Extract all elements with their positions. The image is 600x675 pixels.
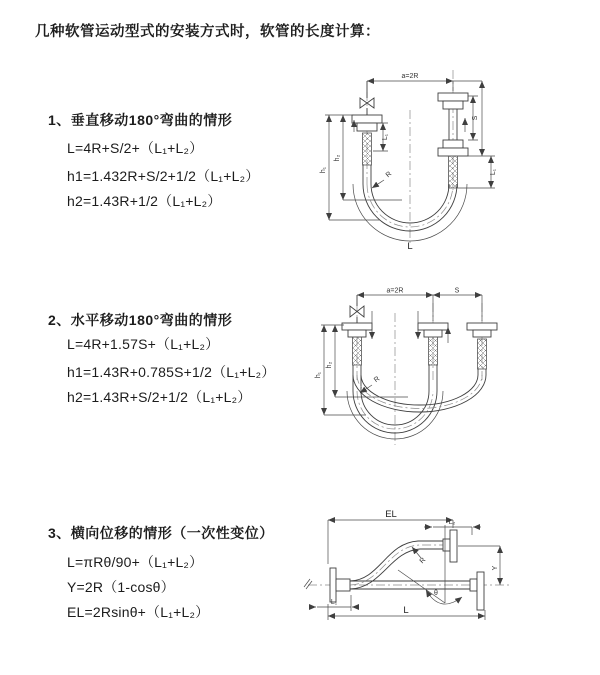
section-1-formula-L: L=4R+S/2+（L₁+L₂）	[67, 140, 204, 156]
section-2-formula-h2: h2=1.43R+S/2+1/2（L₁+L₂）	[67, 389, 252, 405]
right-flange-top	[438, 93, 468, 101]
dim-label-r: R	[418, 556, 428, 566]
right-flange-original	[477, 572, 484, 610]
section-2-formula-L: L=4R+1.57S+（L₁+L₂）	[67, 336, 220, 352]
section-3-formula-Y: Y=2R（1-cosθ）	[67, 579, 175, 595]
dim-label-r: R	[373, 375, 382, 385]
page-title: 几种软管运动型式的安装方式时，软管的长度计算：	[35, 24, 380, 40]
section-3-formula-EL: EL=2Rsinθ+（L₁+L₂）	[67, 604, 210, 620]
dim-label-l: L	[407, 241, 413, 252]
dim-label-l1: L₁	[330, 599, 338, 606]
dim-label-y: Y	[492, 565, 499, 571]
section-1-formula-h1: h1=1.432R+S/2+1/2（L₁+L₂）	[67, 168, 260, 184]
right-braid	[449, 156, 458, 188]
section-2-heading: 2、水平移动180°弯曲的情形	[48, 312, 233, 328]
left-flange	[352, 115, 382, 123]
section-2-formula-h1: h1=1.43R+0.785S+1/2（L₁+L₂）	[67, 364, 276, 380]
left-flange	[330, 568, 336, 602]
pipe-flanges	[342, 323, 497, 369]
dim-label-theta: θ	[434, 590, 438, 597]
section-3-heading: 3、横向位移的情形（一次性变位）	[48, 525, 274, 541]
dim-label-h1: h₁	[315, 371, 322, 379]
section-1-heading: 1、垂直移动180°弯曲的情形	[48, 112, 233, 128]
dim-label-h2: h₂	[334, 154, 341, 162]
diagram-vertical-bend	[310, 66, 595, 261]
dim-label-a2r: a=2R	[386, 287, 404, 295]
dim-label-a2r: a=2R	[401, 73, 419, 80]
dim-label-h2: h₂	[326, 361, 333, 369]
left-braid	[363, 133, 372, 165]
dim-label-l2: L₂	[448, 519, 456, 526]
dim-label-s: S	[454, 287, 460, 295]
dim-label-l1-left: L₁	[382, 133, 389, 141]
dim-label-l: L	[403, 605, 409, 616]
hose-displaced	[350, 541, 443, 589]
radius-line	[398, 570, 445, 603]
dim-label-r: R	[384, 170, 394, 180]
dim-label-l1-right: L₁	[490, 168, 497, 176]
section-1-formula-h2: h2=1.43R+1/2（L₁+L₂）	[67, 193, 222, 209]
section-3-formula-L: L=πRθ/90+（L₁+L₂）	[67, 554, 204, 570]
right-flange-displaced	[450, 530, 457, 562]
valve-icon	[360, 81, 374, 115]
hose-u-displaced	[353, 369, 486, 412]
diagram-horizontal-bend	[308, 283, 598, 463]
right-flange-low	[443, 140, 463, 148]
centerline-break	[304, 579, 312, 589]
dim-label-h1: h₁	[320, 166, 327, 174]
dim-label-s: S	[472, 115, 479, 121]
dim-label-el: EL	[385, 509, 397, 520]
diagram-lateral-displacement	[300, 500, 600, 660]
